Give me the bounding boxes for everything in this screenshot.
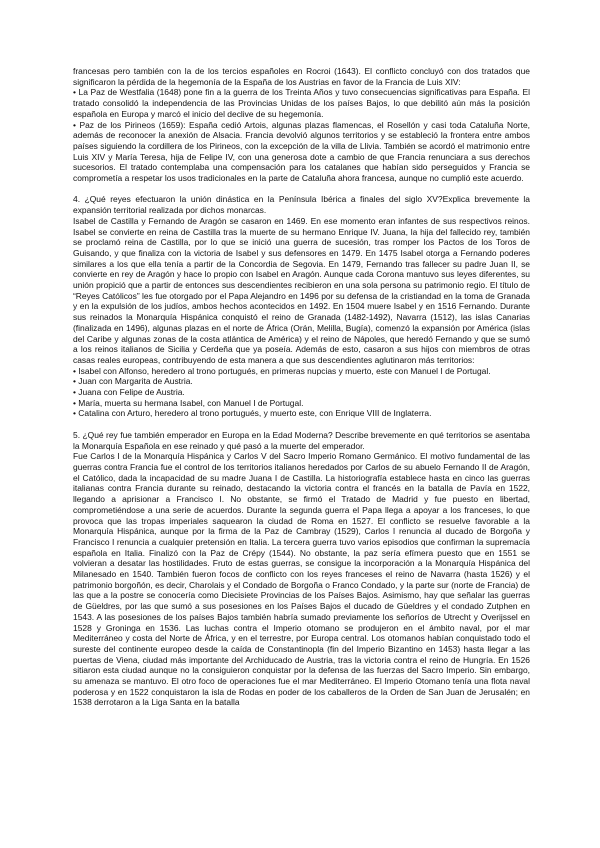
marriage-item: • Juana con Felipe de Austria.: [73, 387, 185, 398]
paragraph-spacer: [73, 419, 530, 430]
document-body: [73, 66, 530, 708]
marriage-item: • Juan con Margarita de Austria.: [73, 376, 193, 387]
marriage-item: • Catalina con Arturo, heredero al trono portugués, y muerto este, con Enrique VIII de Inglaterra.: [73, 408, 432, 419]
marriage-item: • María, muerta su hermana Isabel, con Manuel I de Portugal.: [73, 397, 304, 408]
answer-4-body: Isabel de Castilla y Fernando de Aragón se casaron en 1469. En ese momento eran infantes de sus respectivos reinos. Isabel se convierte en reina de Castilla tras la muerte de su hermano Enrique IV. Juana, la hija del fallecido rey, también se proclamó reina de Castilla, por lo que se inició una guerra de sucesión, tras romper los Pactos de los Toros de Guisando, y que finaliza con la victoria de Isabel y sus defensores en 1479. En 1475 Isabel otorga a Fernando poderes similares a los que ella tenía a partir de la Concordia de Segovia. En 1479, Fernando tras fallecer su padre Juan II, se convierte en rey de Aragón y hace lo propio con Isabel en Aragón. Aunque cada Corona mantuvo sus leyes diferentes, su unión propició que a partir de entonces sus descendientes recibieron en una sola persona su patrimonio regio. El título de “Reyes Católicos” les fue otorgado por el Papa Alejandro en 1496 por su defensa de la cristiandad en la toma de Granada y en la expulsión de los judíos, ambos hechos acontecidos en 1492. En 1504 muere Isabel y en 1516 Fernando. Durante sus reinados la Monarquía Hispánica conquistó el reino de Granada (1482-1492), Navarra (1512), las islas Canarias (finalizada en 1496), algunas plazas en el norte de África (Orán, Melilla, Bugía), comenzó la expansión por América (islas del Caribe y algunas zonas de la costa atlántica de América) y el reino de Nápoles, que heredó Fernando y que se sumó a los reinos italianos de Sicilia y Cerdeña que ya poseía. Además de esto, casaron a sus hijos con miembros de otras casas reales europeas, contribuyendo de esta manera a que sus descendientes aglutinaron más territorios:: [73, 215, 530, 365]
section3-intro: francesas pero también con la de los tercios españoles en Rocroi (1643). El conflicto concluyó con dos tratados que significaron la pérdida de la hegemonía de la España de los Austrias en favor de la Francia de Luis XIV:: [73, 66, 530, 87]
answer-5-body: Fue Carlos I de la Monarquía Hispánica y Carlos V del Sacro Imperio Romano Germánico. El motivo fundamental de las guerras contra Francia fue el control de los territorios italianos heredados por Carlos de su abuelo Fernando II de Aragón, el Católico, dada la incapacidad de su madre Juana I de Castilla. La historiografía establece hasta en cinco las guerras italianas contra Francia durante su reinado, destacando la victoria contra el francés en la batalla de Pavía en 1522, llegando a aprisionar a Francisco I. No obstante, se firmó el Tratado de Madrid y fue puesto en libertad, comprometiéndose a una serie de acuerdos. Durante la segunda guerra el Papa llega a apoyar a los franceses, lo que provoca que las tropas imperiales saquearon la ciudad de Roma en 1527. El conflicto se resuelve favorable a la Monarquía Hispánica, aunque por la firma de la Paz de Cambray (1529), Carlos I renuncia al ducado de Borgoña y Francisco I renuncia a cualquier pretensión en Italia. La tercera guerra tuvo varios episodios que confirman la supremacía española en Italia. Finalizó con la Paz de Crépy (1544). No obstante, la paz sería efímera puesto que en 1551 se volvieran a desatar las hostilidades. Fruto de estas guerras, se consigue la incorporación a la Monarquía Hispánica del Milanesado en 1540. También fueron focos de conflicto con los reyes franceses el reino de Navarra (hasta 1526) y el patrimonio borgoñón, es decir, Charolais y el Condado de Borgoña o Franco Condado, y la parte sur (norte de Francia) de las que a la postre se conocería como Diecisiete Provincias de los Países Bajos. Asimismo, hay que señalar las guerras de Güeldres, por las que sumó a sus posesiones en los Países Bajos el ducado de Güeldres y el condado Zutphen en 1543. A las posesiones de los países Bajos también habría sumado previamente los señoríos de Utrecht y Overijssel en 1528 y Groninga en 1536. Las luchas contra el Imperio otomano se produjeron en el ámbito naval, por el mar Mediterráneo y costa del Norte de África, y en el terrestre, por Europa central. Los otomanos habían conquistado todo el sureste del continente europeo desde la caída de Constantinopla (fin del Imperio Bizantino en 1453) hasta llegar a las puertas de Viena, ciudad más importante del Archiducado de Austria, tras la victoria contra el reino de Hungría. En 1526 sitiaron esta ciudad aunque no la consiguieron conquistar por la defensa de las fuerzas del Sacro Imperio. Sin embargo, su amenaza se mantuvo. El otro foco de operaciones fue el mar Mediterráneo. El Imperio Otomano tenía una flota naval poderosa y en 1522 conquistaron la isla de Rodas en poder de los caballeros de la Orden de San Juan de Jerusalén; en 1538 derrotaron a la Liga Santa en la batalla: [73, 451, 530, 708]
pirineos-bullet: • Paz de los Pirineos (1659): España cedió Artois, algunas plazas flamencas, el Rosellón y casi toda Cataluña Norte, además de reconocer la anexión de Alsacia. Francia devolvió algunos territorios y se estableció la frontera entre ambos países siguiendo la cordillera de los Pirineos, con la excepción de la villa de Llivia. También se acordó el matrimonio entre Luis XIV y María Teresa, hija de Felipe IV, con una generosa dote a cambio de que Francia renunciara a sus derechos sucesorios. El tratado contemplaba una compensación para los catalanes que habían sido perseguidos y Francia se comprometía a respetar los usos tradicionales en la parte de Cataluña ahora francesa, aunque no cumplió este acuerdo.: [73, 119, 530, 184]
paragraph-spacer: [73, 184, 530, 195]
westfalia-bullet: • La Paz de Westfalia (1648) pone fin a la guerra de los Treinta Años y tuvo consecuencias significativas para España. El tratado consolidó la independencia de las Provincias Unidas de los países Bajos, lo que debilitó aún más la posición española en Europa y marcó el inicio del declive de su hegemonía.: [73, 87, 530, 119]
marriage-item: • Isabel con Alfonso, heredero al trono portugués, en primeras nupcias y muerto, este con Manuel I de Portugal.: [73, 365, 491, 376]
question-5: 5. ¿Qué rey fue también emperador en Europa en la Edad Moderna? Describe brevemente en qué territorios se asentaba la Monarquía Española en ese reinado y qué pasó a la muerte del emperador.: [73, 429, 530, 451]
question-4: 4. ¿Qué reyes efectuaron la unión dinástica en la Península Ibérica a finales del siglo XV?Explica brevemente la expansión territorial realizada por dichos monarcas.: [73, 194, 530, 216]
